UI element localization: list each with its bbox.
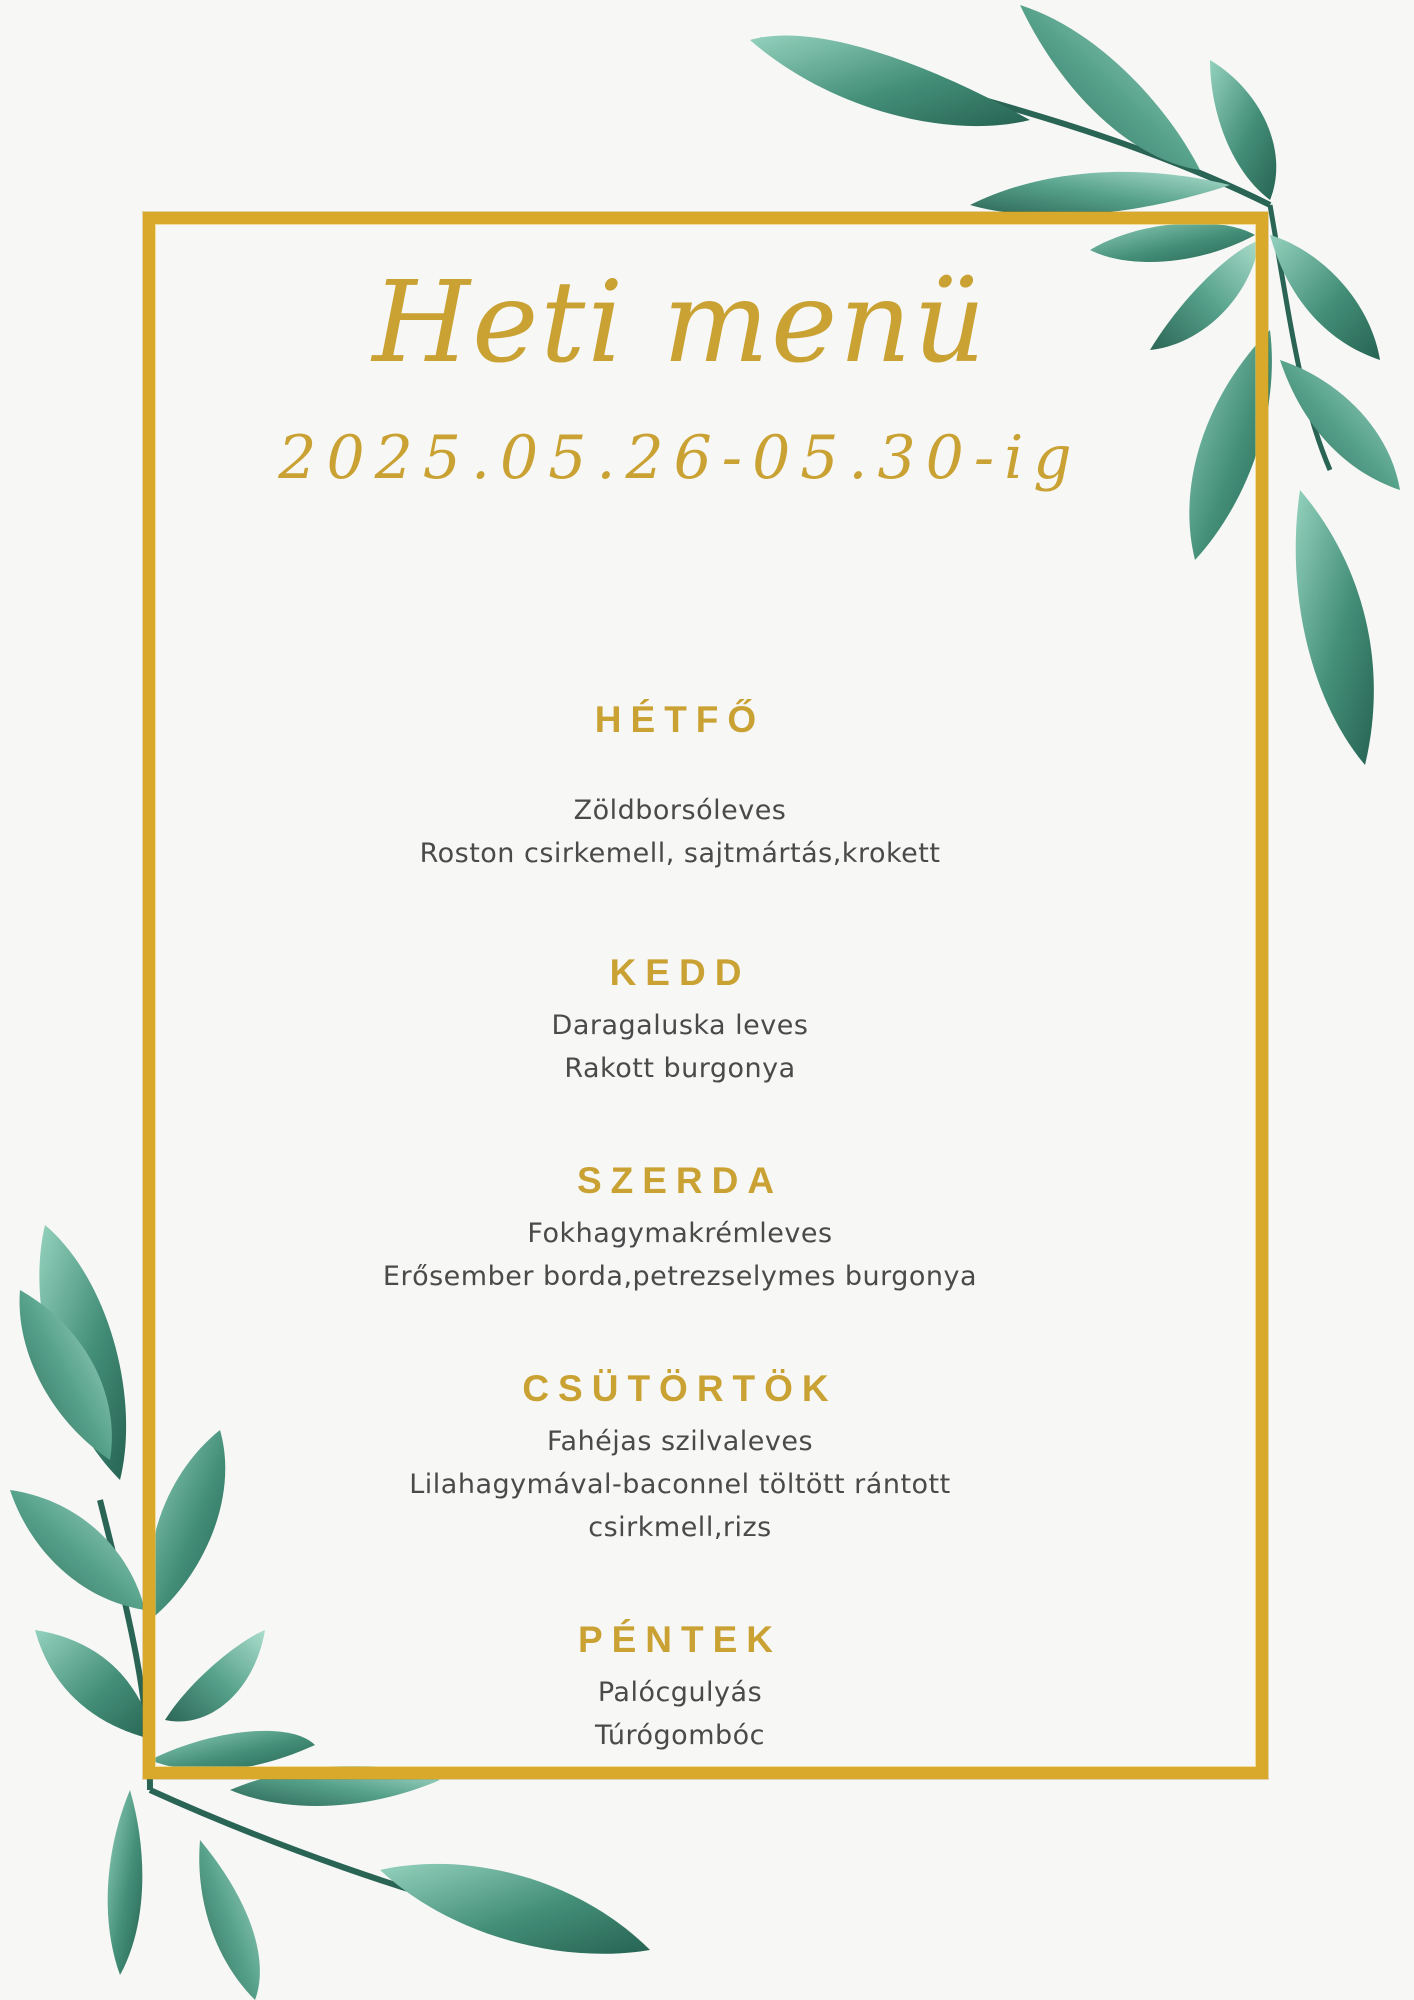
day-section-wednesday: [0, 1158, 1360, 1298]
dish-item: Roston csirkemell, sajtmártás,krokett: [419, 838, 941, 869]
dish-item: Lilahagymával-baconnel töltött rántott: [409, 1469, 951, 1500]
dish-item: Erősember borda,petrezselymes burgonya: [382, 1261, 978, 1292]
dish-item: Fahéjas szilvaleves: [546, 1426, 814, 1457]
day-section-thursday: [0, 1366, 1360, 1549]
day-name: PÉNTEK: [577, 1619, 783, 1660]
dish-item: Zöldborsóleves: [573, 795, 787, 826]
day-name: CSÜTÖRTÖK: [522, 1368, 838, 1409]
day-name: KEDD: [609, 952, 751, 993]
dish-item: Rakott burgonya: [564, 1053, 796, 1084]
dish-item: Túrógombóc: [595, 1720, 765, 1751]
menu-date-range: 2025.05.26-05.30-ig: [278, 423, 1082, 493]
day-section-monday: [0, 697, 1360, 875]
dish-item: Daragaluska leves: [551, 1010, 809, 1041]
day-section-tuesday: [0, 950, 1360, 1090]
menu-title: Heti menü: [372, 258, 988, 388]
dish-item: Fokhagymakrémleves: [527, 1218, 833, 1249]
dish-item: csirkmell,rizs: [588, 1512, 772, 1543]
day-name: HÉTFŐ: [594, 699, 766, 740]
day-section-friday: [0, 1617, 1360, 1757]
day-name: SZERDA: [576, 1160, 784, 1201]
dish-item: Palócgulyás: [597, 1677, 763, 1708]
